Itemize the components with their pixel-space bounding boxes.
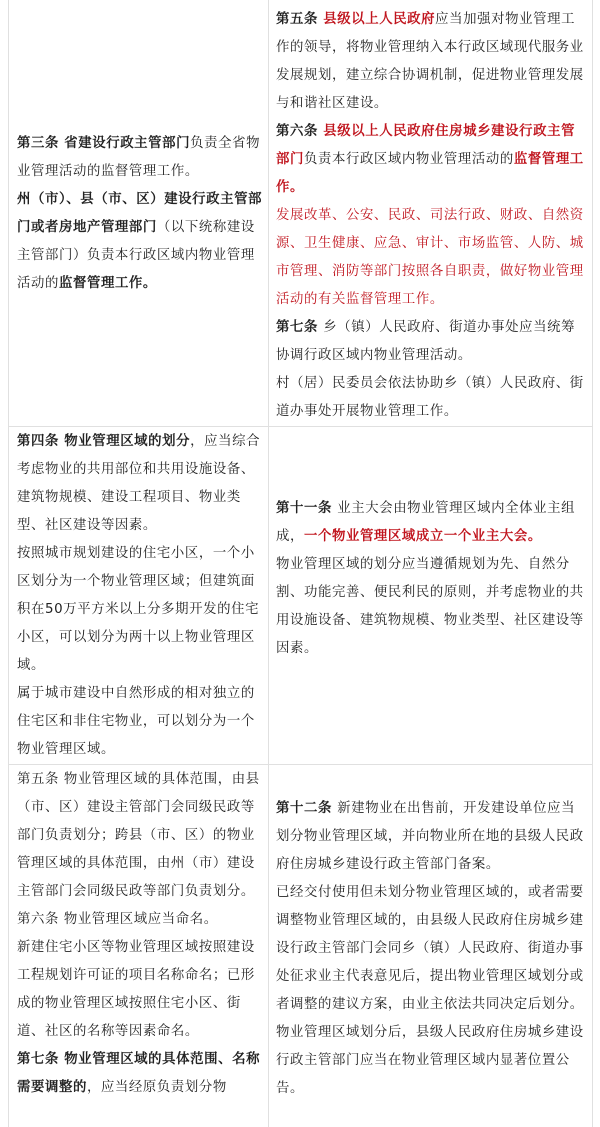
article-12-heading: 第十二条 xyxy=(276,801,338,816)
article-text: 应当加强对物业管理工作的领导，将物业管理纳入本行政区域现代服务业发展规划，建立综合协调机制，促进物业管理发展与和谐社区建设。 xyxy=(276,12,584,111)
article-text: 村（居）民委员会依法协助乡（镇）人民政府、街道办事处开展物业管理工作。 xyxy=(276,376,584,419)
provision-paragraph xyxy=(276,551,588,663)
article-text: 按照城市规划建设的住宅小区，一个小区划分为一个物业管理区域；但建筑面积在50万平方米以上分多期开发的住宅小区，可以划分为两十以上物业管理区域。 xyxy=(17,546,260,673)
row-2-new-provisions xyxy=(276,495,588,663)
highlighted-text: 县级以上人民政府 xyxy=(323,12,436,27)
highlighted-text: 一个物业管理区域成立一个业主大会。 xyxy=(303,529,542,544)
article-4-heading: 第四条 物业管理区域的划分 xyxy=(17,434,191,449)
article-6-heading: 第六条 xyxy=(276,124,324,139)
article-text: 物业管理区域划分后，县级人民政府住房城乡建设行政主管部门应当在物业管理区域内显著位置公告。 xyxy=(276,1025,584,1096)
provision-paragraph xyxy=(17,934,268,1046)
article-text: ，应当经原负责划分物 xyxy=(86,1080,227,1095)
article-text: 第五条 物业管理区域的具体范围，由县（市、区）建设主管部门会同级民政等部门负责划分；跨县（市、区）的物业管理区域的具体范围，由州（市）建设主管部门会同级民政等部门负责划分。 xyxy=(17,772,260,899)
provision-paragraph xyxy=(276,118,588,202)
article-text: 负责本行政区域内物业管理活动的 xyxy=(303,152,514,167)
provision-paragraph xyxy=(276,879,588,1019)
emphasis-text: 监督管理工作。 xyxy=(58,276,157,291)
provision-paragraph xyxy=(276,1019,588,1103)
provision-paragraph xyxy=(17,130,268,186)
provision-paragraph xyxy=(276,795,588,879)
provision-paragraph xyxy=(17,540,268,680)
provision-paragraph xyxy=(17,680,268,764)
provision-paragraph xyxy=(276,202,588,314)
article-5-heading: 第五条 xyxy=(276,12,324,27)
highlighted-text: 发展改革、公安、民政、司法行政、财政、自然资源、卫生健康、应急、审计、市场监管、人防、城市管理、消防等部门按照各自职责，做好物业管理活动的有关监督管理工作。 xyxy=(276,208,584,307)
article-3-heading: 第三条 省建设行政主管部门 xyxy=(17,136,191,151)
article-text: 新建住宅小区等物业管理区域按照建设工程规划许可证的项目名称命名；已形成的物业管理区域按照住宅小区、街道、社区的名称等因素命名。 xyxy=(17,940,255,1039)
article-text: 乡（镇）人民政府、街道办事处应当统筹协调行政区域内物业管理活动。 xyxy=(276,320,576,363)
highlighted-text: 监督管理工作。 xyxy=(276,152,584,195)
emphasis-text: 州（市）、县（市、区）建设行政主管部门或者房地产管理部门 xyxy=(17,192,263,235)
provision-paragraph xyxy=(276,495,588,551)
row-1-new-provisions xyxy=(276,6,588,426)
article-text: （以下统称建设主管部门）负责本行政区域内物业管理活动的 xyxy=(17,220,255,291)
provision-paragraph xyxy=(17,186,268,298)
article-7-heading: 第七条 物业管理区域的具体范围、名称需要调整的 xyxy=(17,1052,261,1095)
article-text: 新建物业在出售前，开发建设单位应当划分物业管理区域，并向物业所在地的县级人民政府住房城乡建设行政主管部门备案。 xyxy=(276,801,584,872)
article-text: 已经交付使用但未划分物业管理区域的，或者需要调整物业管理区域的，由县级人民政府住房城乡建设行政主管部门会同乡（镇）人民政府、街道办事处征求业主代表意见后，提出物业管理区域划分或者调整的建议方案，由业主依法共同决定后划分。 xyxy=(276,885,584,1012)
row-3-old-provisions xyxy=(17,766,268,1102)
article-text: 负责全省物业管理活动的监督管理工作。 xyxy=(17,136,261,179)
provision-paragraph xyxy=(276,314,588,370)
provision-paragraph xyxy=(17,766,268,906)
provision-paragraph xyxy=(17,428,268,540)
article-text: 第六条 物业管理区域应当命名。 xyxy=(17,912,218,927)
provision-paragraph xyxy=(17,906,268,934)
article-text: 业主大会由物业管理区域内全体业主组成， xyxy=(276,501,576,544)
row-3-new-provisions xyxy=(276,795,588,1103)
provision-paragraph xyxy=(17,1046,268,1102)
highlighted-text: 县级以上人民政府住房城乡建设行政主管部门 xyxy=(276,124,576,167)
provision-paragraph xyxy=(276,370,588,426)
row-2-old-provisions xyxy=(17,428,268,764)
row-1-old-provisions xyxy=(17,130,268,298)
article-11-heading: 第十一条 xyxy=(276,501,338,516)
article-text: ，应当综合考虑物业的共用部位和共用设施设备、建筑物规模、建设工程项目、物业类型、社区建设等因素。 xyxy=(17,434,261,533)
article-text: 属于城市建设中自然形成的相对独立的住宅区和非住宅物业，可以划分为一个物业管理区域。 xyxy=(17,686,255,757)
provision-paragraph xyxy=(276,6,588,118)
article-text: 物业管理区域的划分应当遵循规划为先、自然分割、功能完善、便民利民的原则，并考虑物业的共用设施设备、建筑物规模、物业类型、社区建设等因素。 xyxy=(276,557,584,656)
article-7-heading: 第七条 xyxy=(276,320,324,335)
